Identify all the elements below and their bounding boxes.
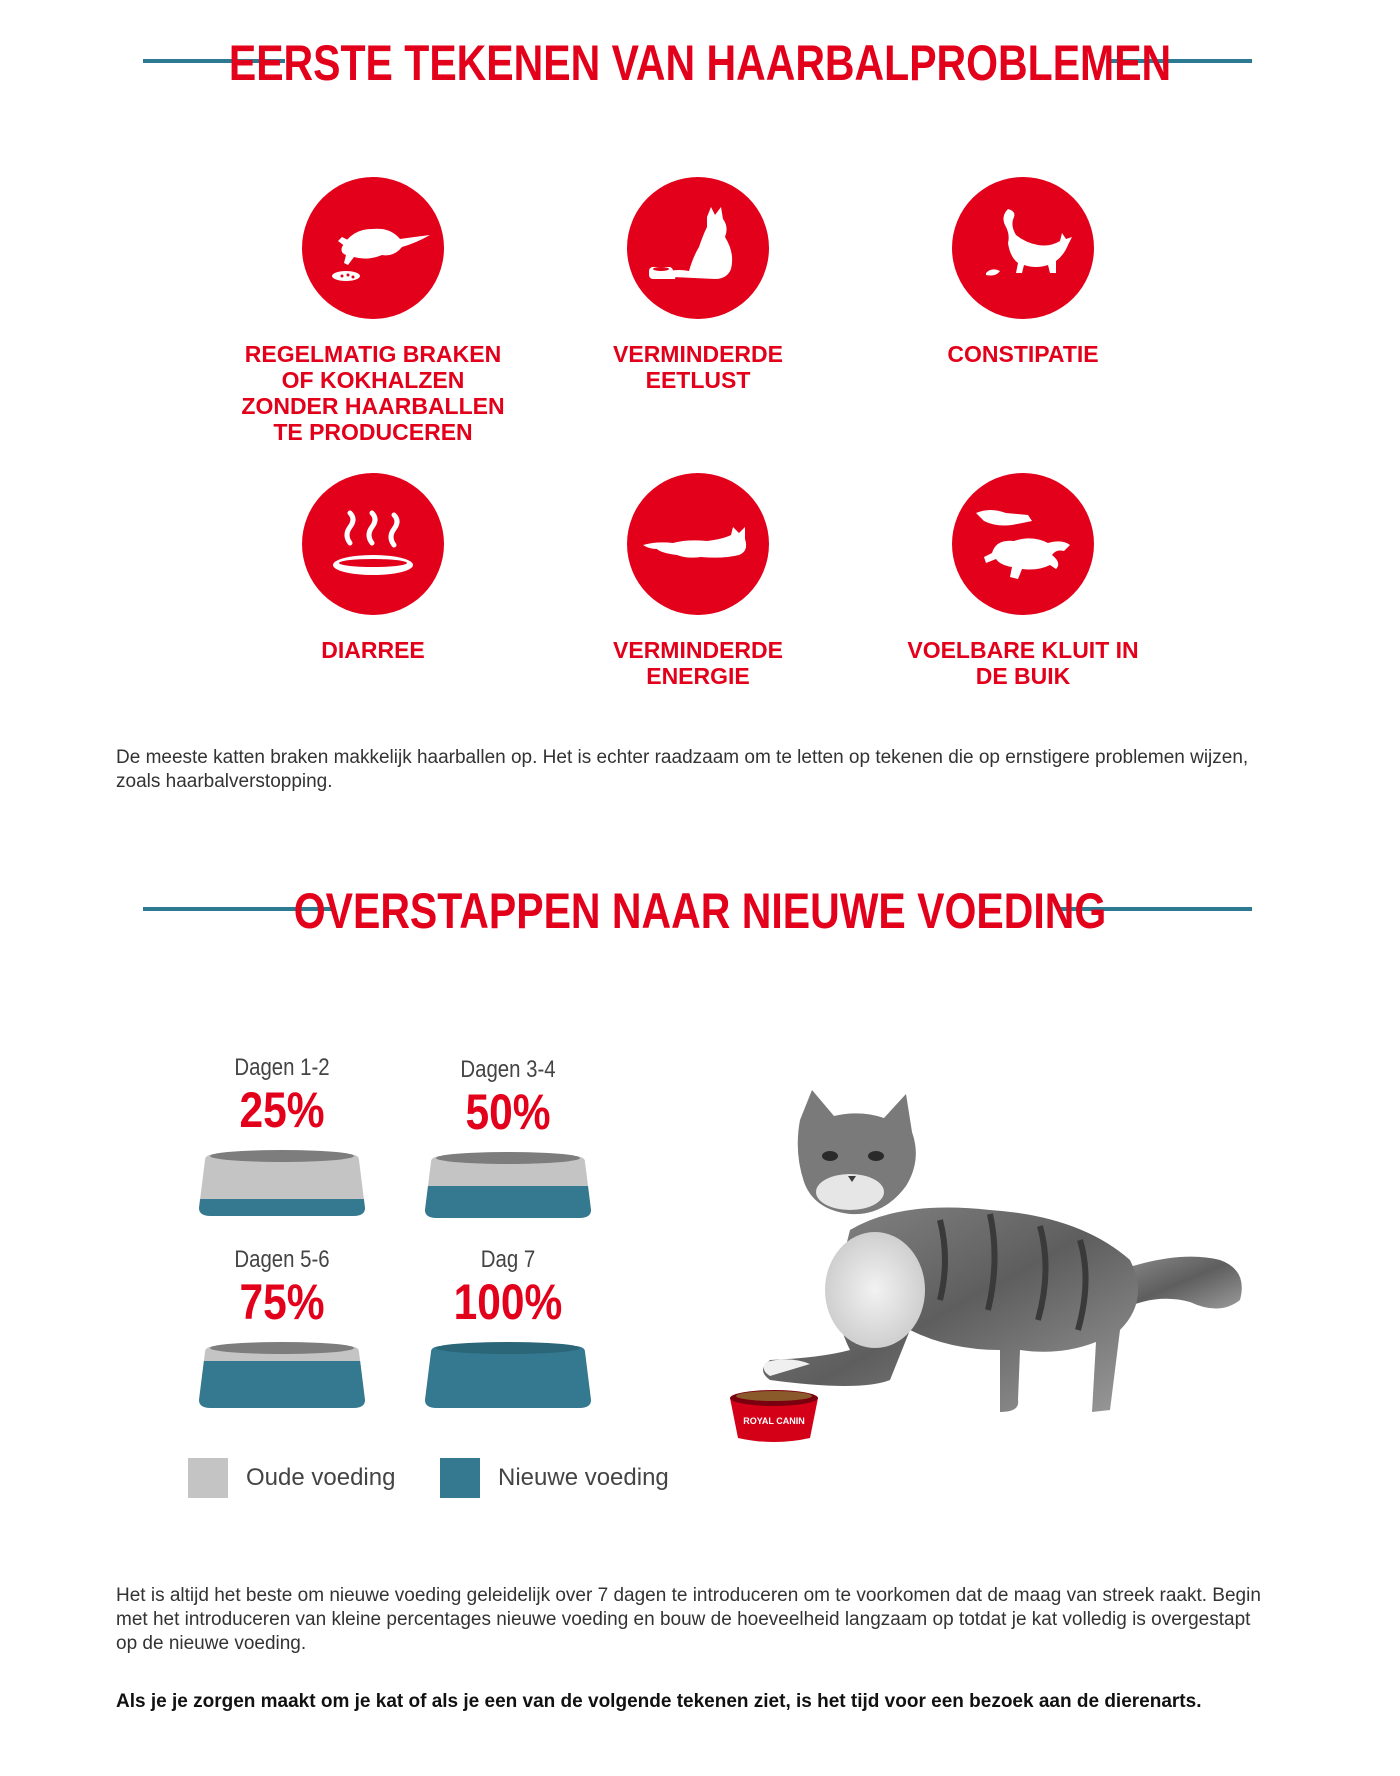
food-bowl-icon [423, 1146, 593, 1226]
new-food-fill [423, 1186, 593, 1226]
step-label: Dagen 1-2 [234, 1054, 330, 1081]
step-percentage: 50% [465, 1084, 551, 1140]
transition-step-1 [172, 1054, 392, 1224]
step-label: Dag 7 [480, 1246, 536, 1273]
symptom-label: DIARREE [321, 637, 425, 663]
legend-new-food [440, 1458, 669, 1498]
step-label: Dagen 3-4 [460, 1056, 556, 1083]
transition-step-4 [398, 1246, 618, 1416]
legend-swatch-new [440, 1458, 480, 1498]
bowl-brand-text: ROYAL CANIN [743, 1416, 805, 1426]
belly-palpation-icon [952, 473, 1094, 615]
symptom-label: VERMINDERDE ENERGIE [613, 637, 783, 689]
section-title-hairball: EERSTE TEKENEN VAN HAARBALPROBLEMEN [228, 35, 1172, 91]
cat-with-bowl-icon [627, 177, 769, 319]
symptom-constipation [873, 177, 1173, 367]
step-percentage: 75% [239, 1274, 325, 1330]
food-bowl-icon [197, 1144, 367, 1224]
symptom-diarrhea [223, 473, 523, 663]
symptom-appetite [548, 177, 848, 393]
legend-old-food [188, 1458, 395, 1498]
food-bowl-icon [197, 1336, 367, 1416]
transition-paragraph: Het is altijd het beste om nieuwe voeding geleidelijk over 7 dagen te introduceren om te voorkomen dat de maag van streek raakt. Begin met het introduceren van kleine percentages nieuwe voeding en bouw de hoeveelheid langzaam op totdat je kat volledig is overgestapt op de nieuwe voeding. [116, 1585, 1261, 1654]
bowl-rim [436, 1152, 580, 1164]
legend-swatch-old [188, 1458, 228, 1498]
cat-photo [700, 1080, 1260, 1460]
transition-step-3 [172, 1246, 392, 1416]
symptom-vomiting [223, 177, 523, 445]
symptom-label: VOELBARE KLUIT IN DE BUIK [907, 637, 1139, 689]
bowl-rim [210, 1150, 354, 1162]
intro-paragraph: De meeste katten braken makkelijk haarballen op. Het is echter raadzaam om te letten op tekenen die op ernstigere problemen wijzen, zoals haarbalverstopping. [116, 747, 1249, 792]
legend-label-old: Oude voeding [246, 1464, 396, 1491]
new-food-fill [423, 1346, 593, 1416]
food-bowl-icon [423, 1336, 593, 1416]
new-food-fill [197, 1199, 367, 1224]
new-food-fill [197, 1361, 367, 1416]
vomiting-cat-icon [302, 177, 444, 319]
squatting-cat-icon [952, 177, 1094, 319]
transition-step-2 [398, 1056, 618, 1226]
step-percentage: 100% [453, 1274, 563, 1330]
bowl-rim [210, 1342, 354, 1354]
legend-label-new: Nieuwe voeding [498, 1464, 669, 1491]
vet-advice-paragraph: Als je je zorgen maakt om je kat of als je een van de volgende tekenen ziet, is het tijd voor een bezoek aan de dierenarts. [116, 1691, 1202, 1712]
steaming-stool-icon [302, 473, 444, 615]
section-title-transition: OVERSTAPPEN NAAR NIEUWE VOEDING [293, 883, 1107, 939]
lying-cat-icon [627, 473, 769, 615]
bowl-rim [436, 1342, 580, 1354]
symptom-label: CONSTIPATIE [947, 341, 1099, 367]
symptom-energy [548, 473, 848, 689]
symptom-label: REGELMATIG BRAKEN OF KOKHALZEN ZONDER HAARBALLEN TE PRODUCEREN [241, 341, 505, 445]
step-label: Dagen 5-6 [234, 1246, 330, 1273]
symptom-lump [873, 473, 1173, 689]
step-percentage: 25% [239, 1082, 325, 1138]
symptom-label: VERMINDERDE EETLUST [613, 341, 783, 393]
